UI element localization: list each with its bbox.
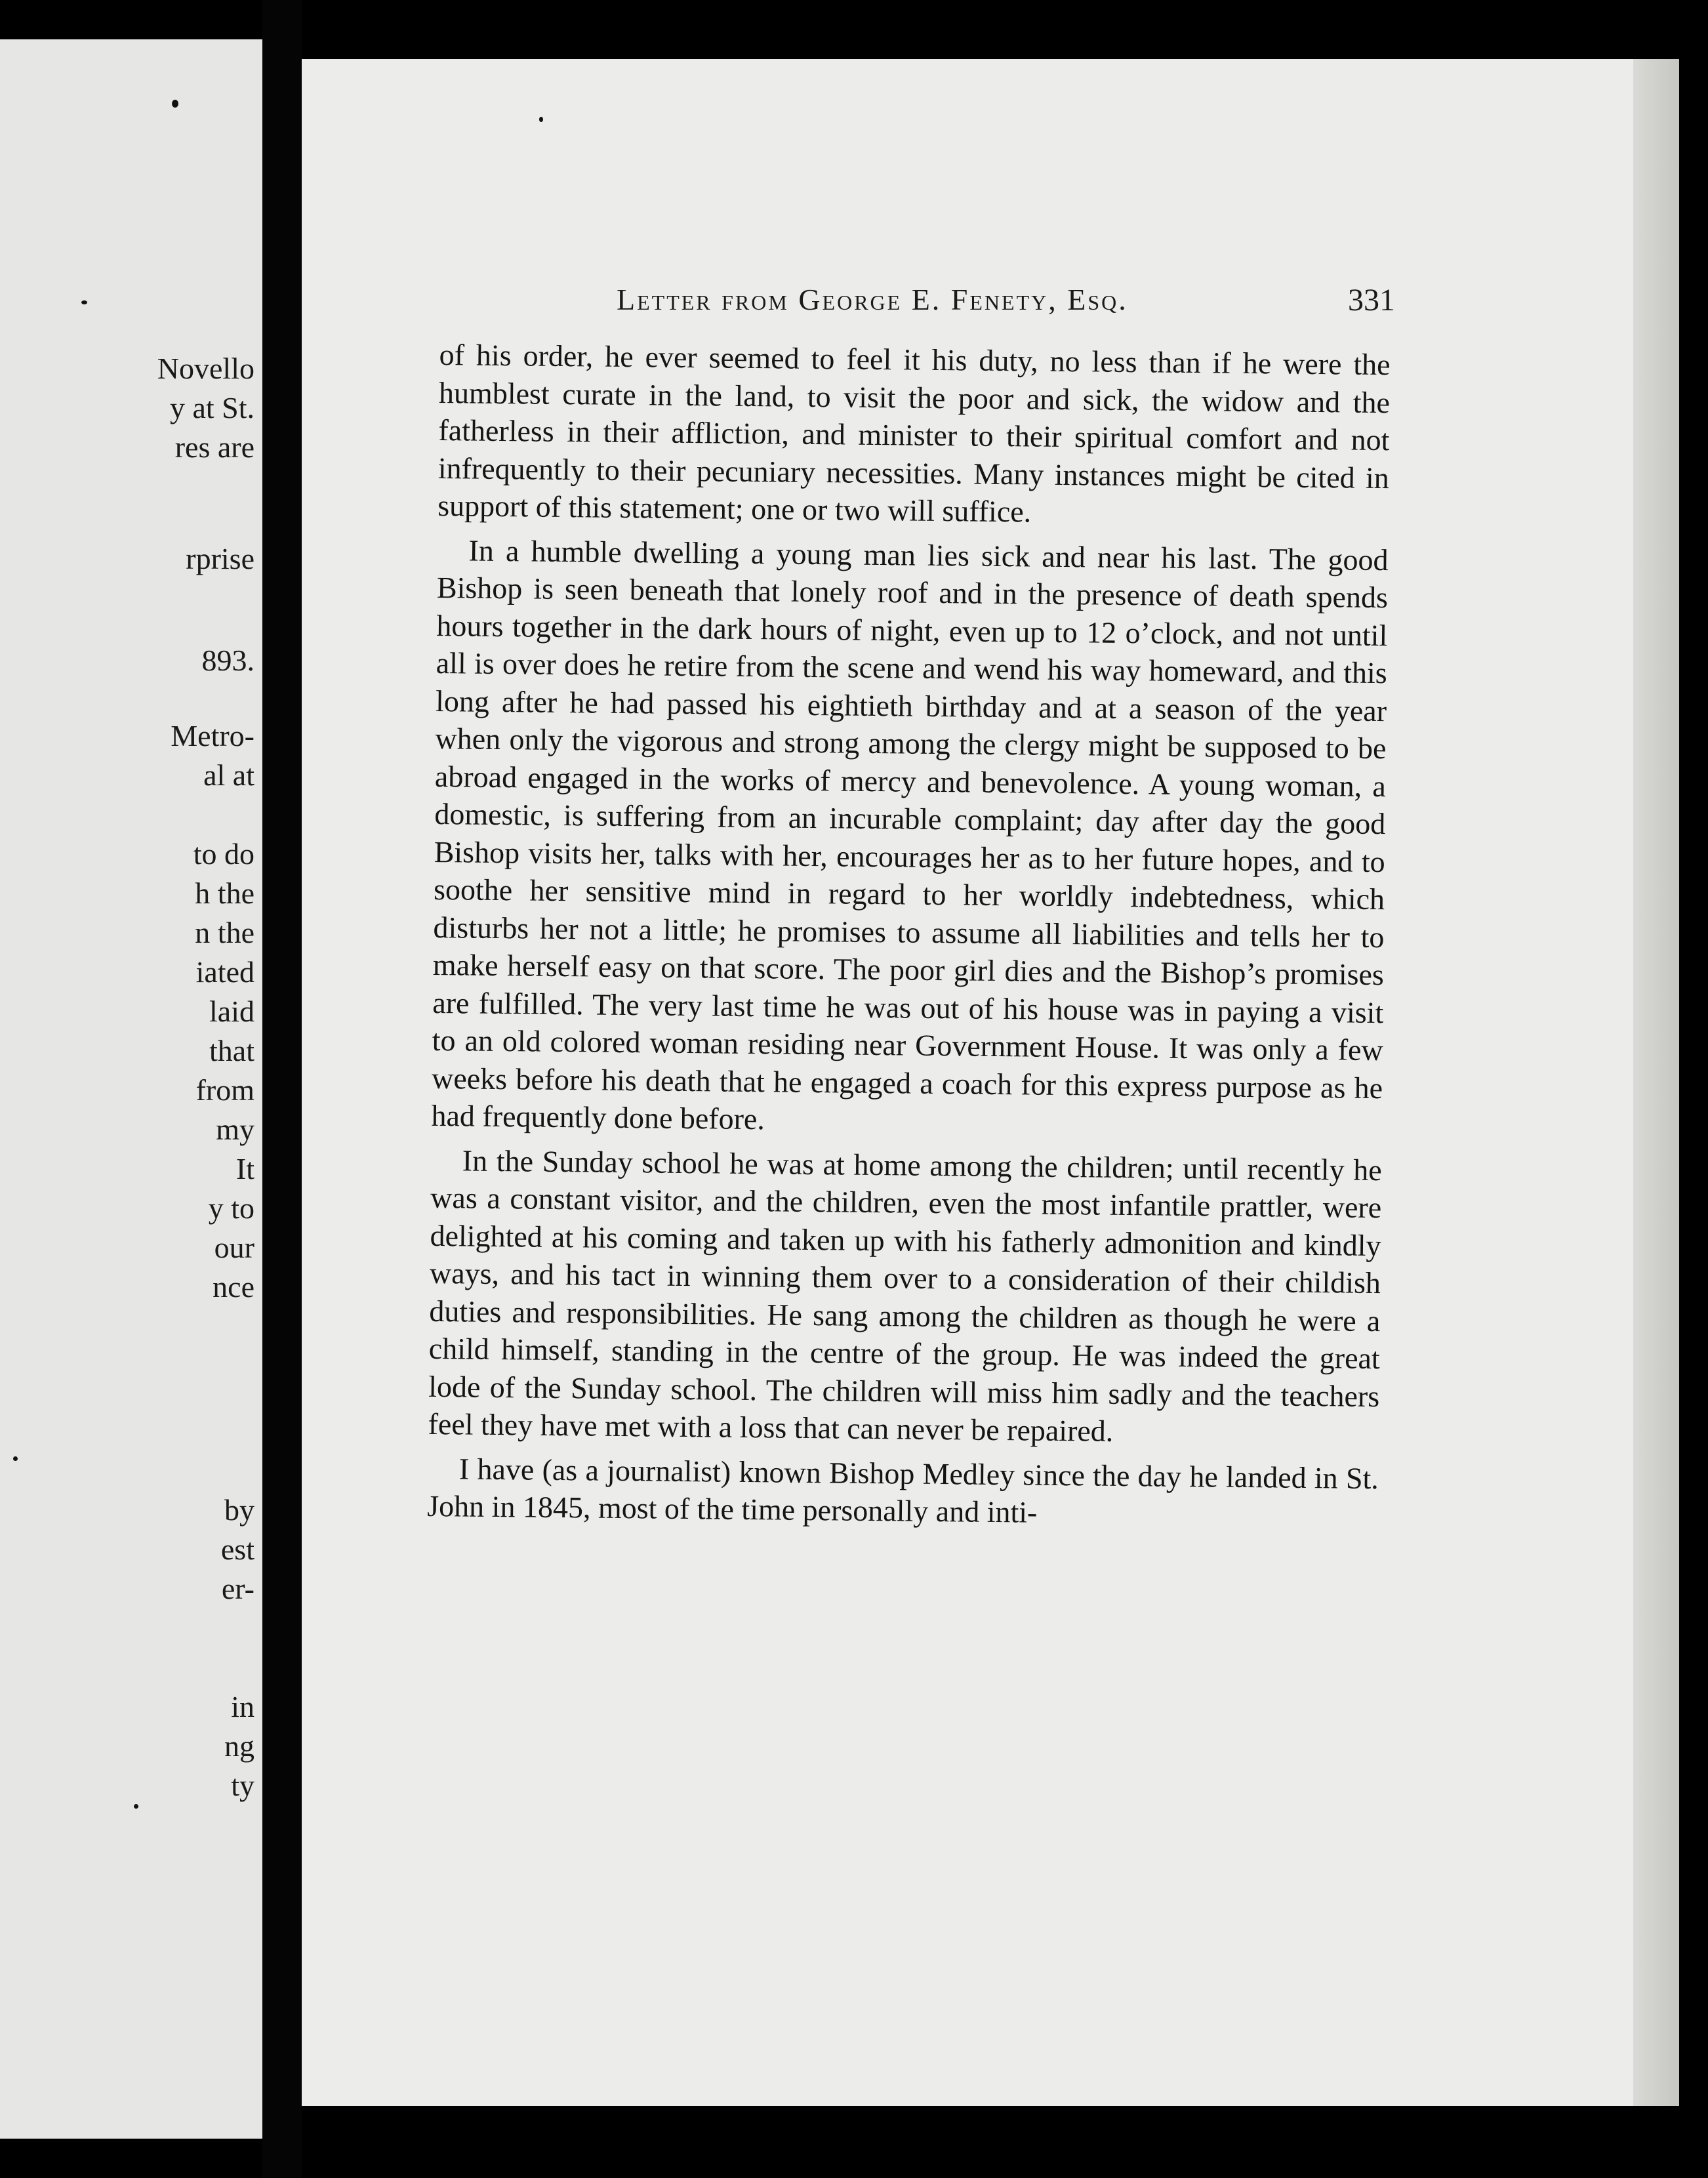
left-page-line: nce: [213, 1270, 254, 1304]
left-page-line: h the: [195, 876, 254, 910]
left-page-line: from: [195, 1073, 254, 1107]
book-gutter: [262, 0, 302, 2178]
running-head: Letter from George E. Fenety, Esq.: [617, 283, 1128, 316]
left-page-line: ty: [231, 1769, 254, 1802]
left-page-line: by: [224, 1493, 254, 1527]
left-page-line: in: [231, 1690, 254, 1723]
ink-speck: [539, 117, 543, 122]
ink-speck: [13, 1456, 18, 1461]
paragraph: I have (as a journalist) known Bishop Medley since the day he landed in St. John in 1845, most of the time personally and inti-: [427, 1451, 1379, 1529]
left-page-line: rprise: [186, 542, 254, 575]
left-page-line: It: [235, 1152, 254, 1185]
left-page-line: laid: [209, 995, 254, 1028]
left-page-line: est: [220, 1532, 254, 1566]
left-page-line: er-: [221, 1572, 254, 1605]
ink-speck: [134, 1804, 138, 1809]
paragraph: of his order, he ever seemed to feel it his duty, no less than if he were the humblest curate in the land, to visit the poor and sick, the widow and the fatherless in their affliction, and minister to their spiritual comfort and not infrequently to their pecuniary necessities. Many instances might be cited in support of this statement; one or two will suffice.: [437, 337, 1391, 529]
left-page-line: ng: [224, 1729, 254, 1763]
ink-speck: [172, 100, 178, 108]
left-page-line: our: [214, 1231, 254, 1264]
left-page-line: Metro-: [171, 719, 254, 752]
left-page-line: al at: [203, 758, 254, 792]
left-page-line: y at St.: [169, 391, 254, 424]
page-number: 331: [1348, 283, 1395, 318]
left-page-line: iated: [195, 955, 254, 989]
right-page: [302, 59, 1679, 2106]
left-page-line: res are: [174, 430, 254, 464]
page-edge-shadow: [1633, 59, 1679, 2106]
left-page-line: y to: [208, 1191, 254, 1225]
body-text: [427, 336, 1391, 1542]
paragraph: In a humble dwelling a young man lies sick and near his last. The good Bishop is seen beneath that lonely roof and in the presence of death spends hours together in the dark hours of night, even up to 12 o’clock, and not until all is over does he retire from the scene and wend his way homeward, and this long after he had passed his eightieth birthday and at a season of the year when only the vigorous and strong among the clergy might be supposed to be abroad engaged in the works of mercy and benevolence. A young woman, a domestic, is suffering from an incurable complaint; day after day the good Bishop visits her, talks with her, encourages her as to her future hopes, and to soothe her sensitive mind in regard to her worldly indebtedness, which disturbs her not a little; he promises to assume all liabilities and tells her to make herself easy on that score. The poor girl dies and the Bishop’s promises are fulfilled. The very last time he was out of his house was in paying a visit to an old colored woman residing near Government House. It was only a few weeks before his death that he engaged a coach for this express purpose as he had frequently done before.: [431, 533, 1389, 1136]
ink-speck: [81, 300, 87, 304]
left-page-line: 893.: [201, 644, 254, 677]
left-page: [0, 39, 262, 2139]
left-page-line: that: [209, 1034, 254, 1067]
left-page-line: n the: [195, 916, 254, 949]
left-page-line: Novello: [157, 352, 254, 385]
paragraph: In the Sunday school he was at home among the children; until recently he was a constant visitor, and the children, even the most infantile prattler, were delighted at his coming and taken up with his fatherly admonition and kindly ways, and his tact in winning them over to a consideration of their childish duties and responsibilities. He sang among the children as though he were a child himself, standing in the centre of the group. He was indeed the great lode of the Sunday school. The children will miss him sadly and the teachers feel they have met with a loss that can never be repaired.: [428, 1143, 1383, 1448]
left-page-line: to do: [193, 837, 254, 871]
left-page-line: my: [216, 1113, 254, 1146]
